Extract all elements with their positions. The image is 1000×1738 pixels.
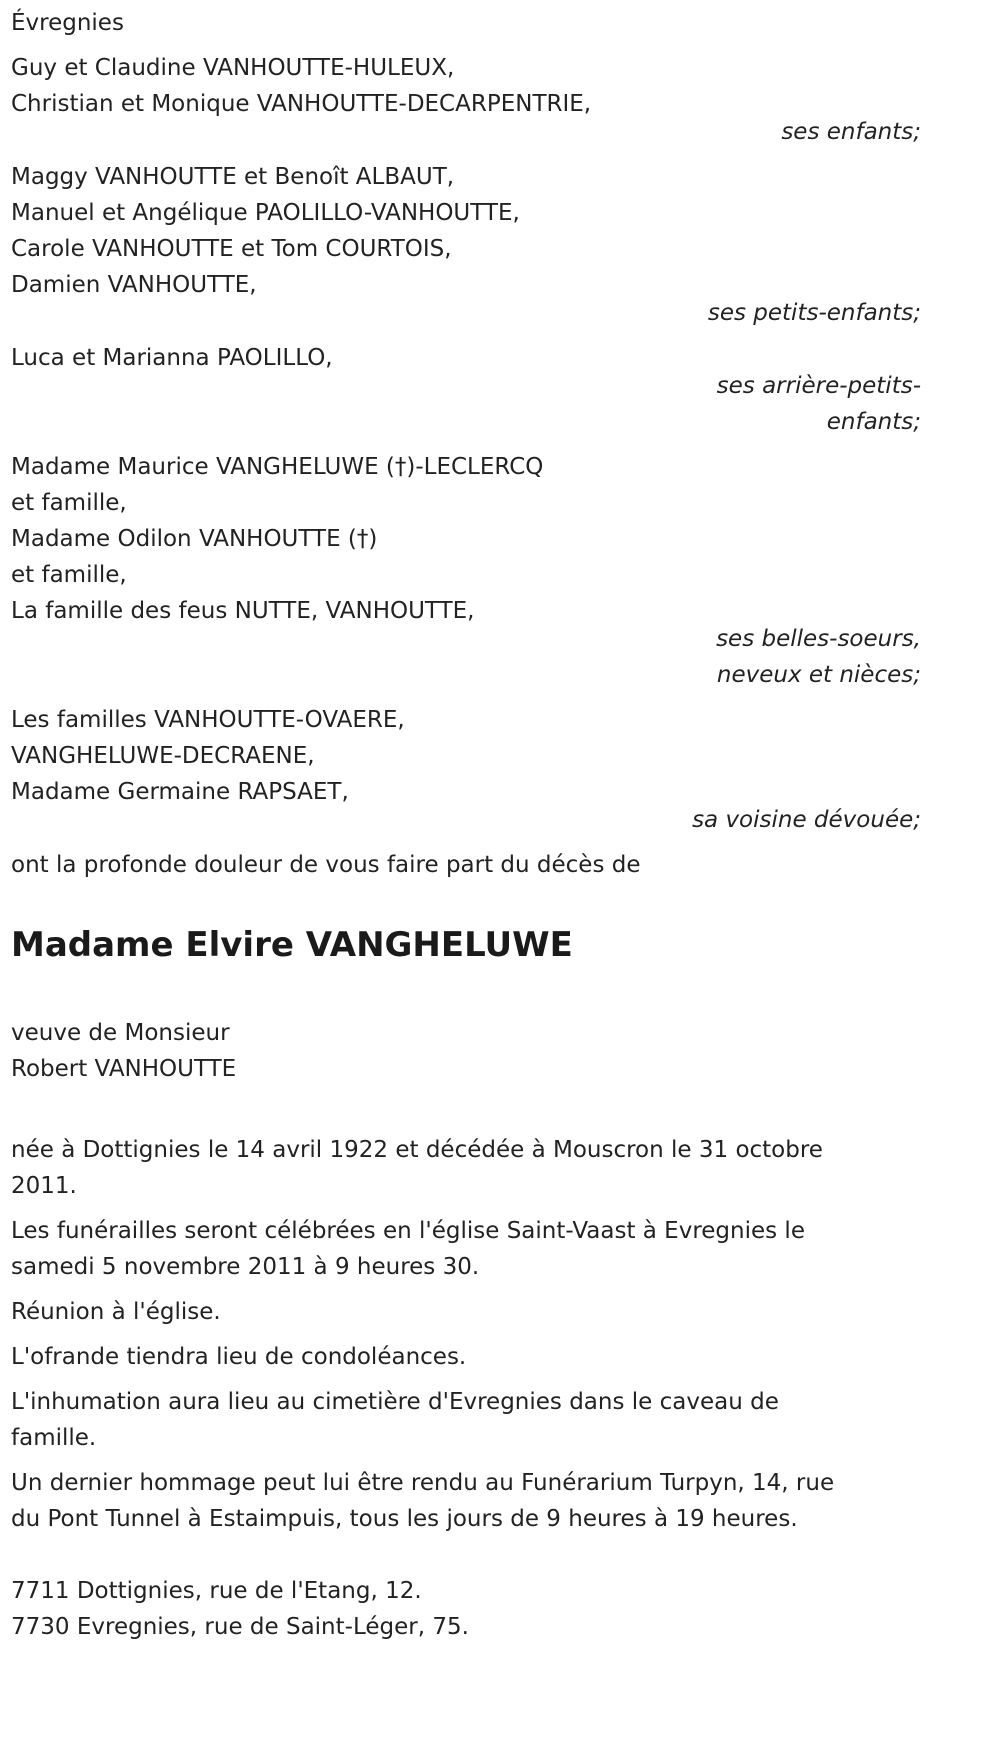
address-line: 7711 Dottignies, rue de l'Etang, 12. [11,1578,422,1604]
relation-label: ses enfants; [781,119,921,145]
announcement-text: ont la profonde douleur de vous faire part du décès de [11,852,641,878]
family-line: Carole VANHOUTTE et Tom COURTOIS, [11,236,452,262]
burial-line: L'inhumation aura lieu au cimetière d'Evregnies dans le caveau de [11,1389,779,1415]
family-line: Les familles VANHOUTTE-OVAERE, [11,707,405,733]
family-line: Christian et Monique VANHOUTTE-DECARPENTRIE, [11,91,592,117]
deceased-name: Madame Elvire VANGHELUWE [11,925,573,965]
funeral-line: samedi 5 novembre 2011 à 9 heures 30. [11,1254,480,1280]
relation-label: neveux et nièces; [716,662,921,688]
family-line: Madame Odilon VANHOUTTE (†) [11,526,378,552]
addresses [11,1573,921,1645]
spacer [11,1096,921,1132]
widow-of [11,1015,921,1087]
widow-line: veuve de Monsieur [11,1020,230,1046]
birth-death-line: 2011. [11,1173,77,1199]
family-group-children [11,50,921,150]
tribute-line: Un dernier hommage peut lui être rendu au Funérarium Turpyn, 14, rue [11,1470,835,1496]
relation-label: ses arrière-petits- [716,373,921,399]
tribute-line: du Pont Tunnel à Estaimpuis, tous les jours de 9 heures à 19 heures. [11,1506,798,1532]
address-line: 7730 Evregnies, rue de Saint-Léger, 75. [11,1614,469,1640]
family-line: Manuel et Angélique PAOLILLO-VANHOUTTE, [11,200,520,226]
spacer [11,1546,921,1573]
offering-info: L'ofrande tiendra lieu de condoléances. [11,1344,467,1370]
family-line: et famille, [11,490,127,516]
relation-label: ses petits-enfants; [707,300,921,326]
meeting-info: Réunion à l'église. [11,1299,221,1325]
family-line: Maggy VANHOUTTE et Benoît ALBAUT, [11,164,455,190]
family-group-grandchildren [11,159,921,331]
widow-line: Robert VANHOUTTE [11,1056,237,1082]
burial-line: famille. [11,1425,97,1451]
burial-info [11,1384,921,1456]
birth-death-line: née à Dottignies le 14 avril 1922 et décédée à Mouscron le 31 octobre [11,1137,823,1163]
relation-label: ses belles-soeurs, [716,626,921,652]
family-line: Madame Germaine RAPSAET, [11,779,349,805]
family-line: Damien VANHOUTTE, [11,272,257,298]
place-heading: Évregnies [11,10,124,36]
birth-death-info [11,1132,921,1204]
funeral-info [11,1213,921,1285]
family-group-sisters-in-law [11,449,921,693]
family-line: La famille des feus NUTTE, VANHOUTTE, [11,598,475,624]
family-line: Madame Maurice VANGHELUWE (†)-LECLERCQ [11,454,544,480]
family-line: VANGHELUWE-DECRAENE, [11,743,315,769]
funeral-line: Les funérailles seront célébrées en l'église Saint-Vaast à Evregnies le [11,1218,805,1244]
relation-label: sa voisine dévouée; [692,807,921,833]
family-group-great-grandchildren [11,340,921,440]
tribute-info [11,1465,921,1537]
family-line: Luca et Marianna PAOLILLO, [11,345,333,371]
family-group-neighbours [11,702,921,838]
relation-label: enfants; [826,409,921,435]
family-line: et famille, [11,562,127,588]
family-line: Guy et Claudine VANHOUTTE-HULEUX, [11,55,455,81]
